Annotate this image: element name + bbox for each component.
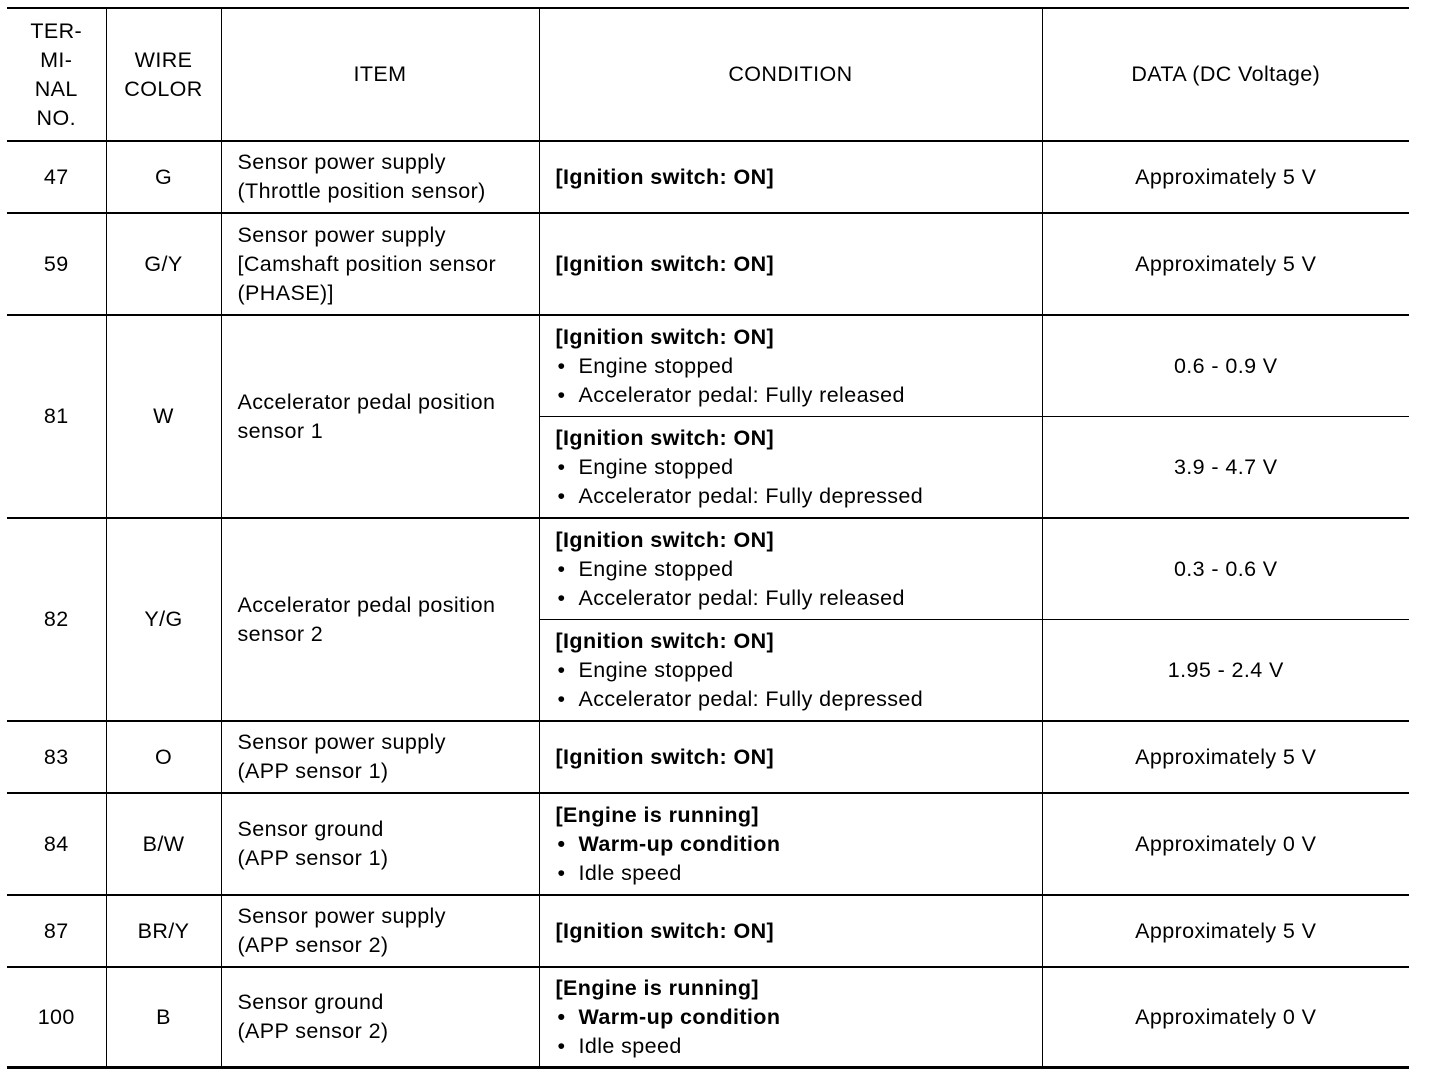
condition-bullet: • Engine stopped xyxy=(556,453,1042,482)
table-row xyxy=(7,315,1409,417)
header-data: DATA (DC Voltage) xyxy=(1042,8,1409,141)
condition-cell xyxy=(539,417,1042,519)
condition-bullet: • Idle speed xyxy=(556,859,1042,888)
condition-bullets xyxy=(556,555,1042,613)
item-description: Accelerator pedal position sensor 1 xyxy=(221,315,539,518)
terminal-number: 59 xyxy=(7,213,106,315)
table-row xyxy=(7,518,1409,620)
condition-title: [Ignition switch: ON] xyxy=(555,527,775,552)
condition-bullets xyxy=(556,656,1042,714)
condition-cell xyxy=(539,141,1042,213)
header-wire-color: WIRE COLOR xyxy=(106,8,221,141)
ecm-terminal-table xyxy=(7,7,1409,1069)
condition-title: [Ignition switch: ON] xyxy=(555,918,775,943)
voltage-value: 3.9 - 4.7 V xyxy=(1042,417,1409,519)
item-description: Sensor ground (APP sensor 2) xyxy=(221,967,539,1068)
table-row xyxy=(7,141,1409,213)
terminal-number: 83 xyxy=(7,721,106,793)
condition-bullet: • Accelerator pedal: Fully depressed xyxy=(556,685,1042,714)
condition-title: [Ignition switch: ON] xyxy=(555,324,775,349)
voltage-value: Approximately 0 V xyxy=(1042,793,1409,895)
condition-bullets xyxy=(556,352,1042,410)
terminal-number: 82 xyxy=(7,518,106,721)
condition-bullet: • Engine stopped xyxy=(556,656,1042,685)
condition-title: [Ignition switch: ON] xyxy=(555,251,775,276)
condition-cell xyxy=(539,620,1042,722)
condition-cell xyxy=(539,213,1042,315)
header-terminal-no: TER- MI- NAL NO. xyxy=(7,8,106,141)
condition-title: [Engine is running] xyxy=(555,802,759,827)
wire-color: Y/G xyxy=(106,518,221,721)
condition-title: [Ignition switch: ON] xyxy=(555,164,775,189)
condition-cell xyxy=(539,793,1042,895)
condition-cell xyxy=(539,895,1042,967)
wire-color: BR/Y xyxy=(106,895,221,967)
condition-bullet: • Warm-up condition xyxy=(556,1003,1042,1032)
item-description: Sensor power supply [Camshaft position sensor (PHASE)] xyxy=(221,213,539,315)
condition-title: [Engine is running] xyxy=(555,975,759,1000)
wire-color: O xyxy=(106,721,221,793)
voltage-value: Approximately 5 V xyxy=(1042,895,1409,967)
wire-color: G/Y xyxy=(106,213,221,315)
header-condition: CONDITION xyxy=(539,8,1042,141)
voltage-value: Approximately 5 V xyxy=(1042,141,1409,213)
table-row xyxy=(7,793,1409,895)
voltage-value: Approximately 0 V xyxy=(1042,967,1409,1068)
condition-cell xyxy=(539,315,1042,417)
voltage-value: Approximately 5 V xyxy=(1042,721,1409,793)
condition-cell xyxy=(539,518,1042,620)
condition-title: [Ignition switch: ON] xyxy=(555,744,775,769)
condition-bullet: • Accelerator pedal: Fully depressed xyxy=(556,482,1042,511)
condition-bullets xyxy=(556,1003,1042,1061)
condition-bullet: • Accelerator pedal: Fully released xyxy=(556,381,1042,410)
item-description: Accelerator pedal position sensor 2 xyxy=(221,518,539,721)
terminal-number: 84 xyxy=(7,793,106,895)
condition-bullet: • Engine stopped xyxy=(556,352,1042,381)
terminal-number: 81 xyxy=(7,315,106,518)
condition-cell xyxy=(539,721,1042,793)
terminal-number: 87 xyxy=(7,895,106,967)
condition-bullet: • Warm-up condition xyxy=(556,830,1042,859)
terminal-number: 100 xyxy=(7,967,106,1068)
wire-color: G xyxy=(106,141,221,213)
terminal-number: 47 xyxy=(7,141,106,213)
wire-color: B xyxy=(106,967,221,1068)
voltage-value: 0.3 - 0.6 V xyxy=(1042,518,1409,620)
header-row xyxy=(7,8,1409,141)
condition-bullets xyxy=(556,830,1042,888)
voltage-value: 0.6 - 0.9 V xyxy=(1042,315,1409,417)
condition-bullet: • Idle speed xyxy=(556,1032,1042,1061)
voltage-value: 1.95 - 2.4 V xyxy=(1042,620,1409,722)
header-item: ITEM xyxy=(221,8,539,141)
item-description: Sensor ground (APP sensor 1) xyxy=(221,793,539,895)
item-description: Sensor power supply (Throttle position sensor) xyxy=(221,141,539,213)
condition-title: [Ignition switch: ON] xyxy=(555,425,775,450)
wire-color: B/W xyxy=(106,793,221,895)
condition-bullets xyxy=(556,453,1042,511)
table-row xyxy=(7,213,1409,315)
item-description: Sensor power supply (APP sensor 2) xyxy=(221,895,539,967)
condition-title: [Ignition switch: ON] xyxy=(555,628,775,653)
condition-bullet: • Accelerator pedal: Fully released xyxy=(556,584,1042,613)
condition-bullet: • Engine stopped xyxy=(556,555,1042,584)
voltage-value: Approximately 5 V xyxy=(1042,213,1409,315)
wire-color: W xyxy=(106,315,221,518)
table-row xyxy=(7,721,1409,793)
table-row xyxy=(7,967,1409,1068)
item-description: Sensor power supply (APP sensor 1) xyxy=(221,721,539,793)
table-row xyxy=(7,895,1409,967)
condition-cell xyxy=(539,967,1042,1068)
